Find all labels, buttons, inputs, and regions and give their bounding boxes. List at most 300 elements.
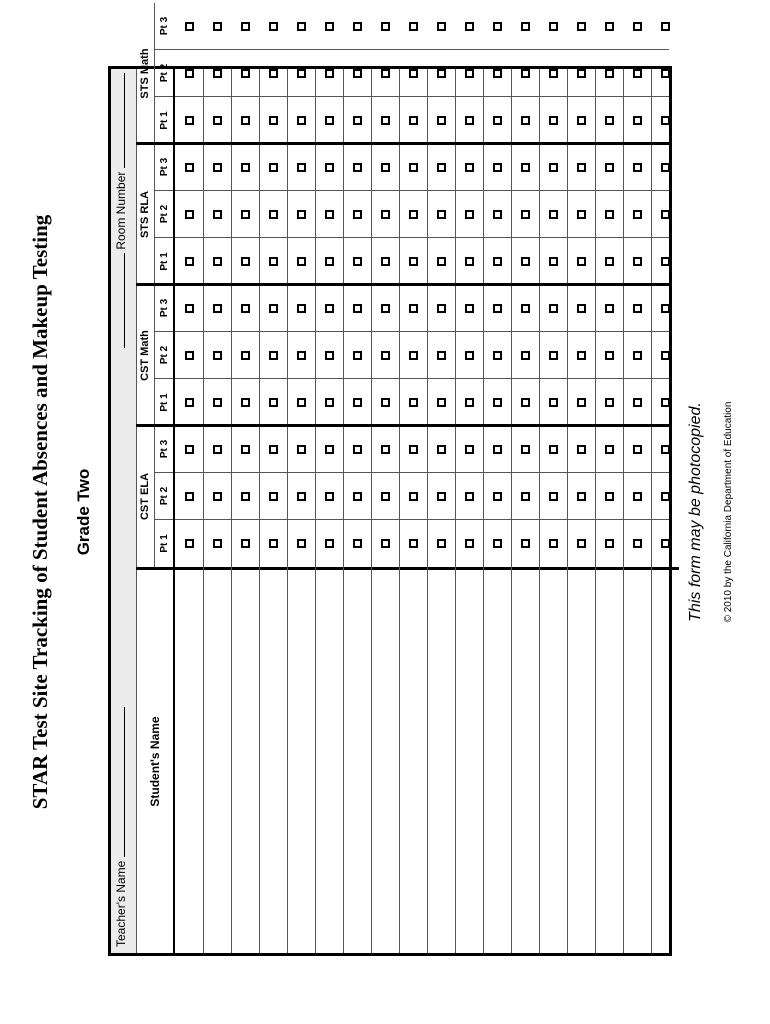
- checkbox[interactable]: [297, 539, 306, 548]
- student-name-cell[interactable]: [456, 567, 483, 953]
- checkbox[interactable]: [269, 257, 278, 266]
- checkbox-cell: [540, 332, 567, 379]
- checkbox[interactable]: [549, 22, 558, 31]
- checkbox[interactable]: [325, 69, 334, 78]
- checkbox-cell: [652, 144, 679, 191]
- student-name-cell[interactable]: [204, 567, 231, 953]
- checkbox-cell: [344, 50, 371, 97]
- checkbox[interactable]: [465, 69, 474, 78]
- checkbox-cell: [484, 285, 511, 332]
- checkbox[interactable]: [661, 445, 670, 454]
- checkbox[interactable]: [381, 539, 390, 548]
- checkbox[interactable]: [521, 445, 530, 454]
- checkbox[interactable]: [381, 210, 390, 219]
- checkbox-cell: [624, 50, 651, 97]
- checkbox[interactable]: [465, 210, 474, 219]
- checkbox[interactable]: [325, 492, 334, 501]
- checkbox[interactable]: [381, 351, 390, 360]
- checkbox[interactable]: [241, 210, 250, 219]
- checkbox[interactable]: [185, 539, 194, 548]
- checkbox-cell: [484, 238, 511, 285]
- checkbox[interactable]: [633, 492, 642, 501]
- checkbox[interactable]: [409, 257, 418, 266]
- checkbox[interactable]: [325, 539, 334, 548]
- checkbox[interactable]: [521, 539, 530, 548]
- checkbox[interactable]: [437, 398, 446, 407]
- checkbox[interactable]: [493, 69, 502, 78]
- checkbox[interactable]: [633, 304, 642, 313]
- checkbox[interactable]: [605, 163, 614, 172]
- checkbox-cell: [512, 332, 539, 379]
- checkbox-cell: [400, 332, 427, 379]
- checkbox[interactable]: [465, 351, 474, 360]
- group-header-1: [136, 285, 173, 426]
- checkbox[interactable]: [521, 304, 530, 313]
- checkbox[interactable]: [437, 304, 446, 313]
- student-name-cell[interactable]: [512, 567, 539, 953]
- checkbox[interactable]: [185, 304, 194, 313]
- checkbox[interactable]: [241, 445, 250, 454]
- checkbox-cell: [232, 144, 259, 191]
- checkbox[interactable]: [577, 257, 586, 266]
- checkbox[interactable]: [381, 445, 390, 454]
- checkbox[interactable]: [465, 445, 474, 454]
- checkbox[interactable]: [605, 539, 614, 548]
- checkbox-cell: [624, 332, 651, 379]
- checkbox[interactable]: [213, 163, 222, 172]
- checkbox[interactable]: [409, 69, 418, 78]
- checkbox[interactable]: [269, 398, 278, 407]
- checkbox[interactable]: [465, 163, 474, 172]
- checkbox-cell: [512, 50, 539, 97]
- student-name-cell[interactable]: [484, 567, 511, 953]
- checkbox[interactable]: [353, 351, 362, 360]
- student-name-cell[interactable]: [652, 567, 679, 953]
- checkbox[interactable]: [213, 210, 222, 219]
- checkbox[interactable]: [325, 304, 334, 313]
- checkbox[interactable]: [493, 163, 502, 172]
- student-name-cell[interactable]: [316, 567, 343, 953]
- checkbox[interactable]: [437, 539, 446, 548]
- checkbox[interactable]: [297, 69, 306, 78]
- checkbox[interactable]: [185, 163, 194, 172]
- checkbox[interactable]: [549, 210, 558, 219]
- checkbox-cell: [260, 473, 287, 520]
- checkbox[interactable]: [213, 116, 222, 125]
- checkbox[interactable]: [381, 257, 390, 266]
- checkbox[interactable]: [549, 351, 558, 360]
- checkbox[interactable]: [661, 69, 670, 78]
- checkbox[interactable]: [381, 398, 390, 407]
- checkbox[interactable]: [269, 445, 278, 454]
- checkbox[interactable]: [549, 539, 558, 548]
- checkbox[interactable]: [185, 492, 194, 501]
- checkbox[interactable]: [633, 69, 642, 78]
- checkbox[interactable]: [353, 69, 362, 78]
- checkbox[interactable]: [549, 163, 558, 172]
- checkbox[interactable]: [549, 116, 558, 125]
- checkbox[interactable]: [297, 116, 306, 125]
- checkbox-cell: [400, 144, 427, 191]
- checkbox[interactable]: [605, 257, 614, 266]
- checkbox[interactable]: [437, 163, 446, 172]
- checkbox-cell: [512, 473, 539, 520]
- checkbox-cell: [596, 97, 623, 144]
- checkbox-cell: [568, 332, 595, 379]
- group-title: CST Math: [139, 330, 151, 381]
- checkbox[interactable]: [661, 492, 670, 501]
- checkbox[interactable]: [213, 398, 222, 407]
- checkbox[interactable]: [297, 210, 306, 219]
- checkbox[interactable]: [409, 398, 418, 407]
- checkbox[interactable]: [241, 116, 250, 125]
- checkbox[interactable]: [353, 22, 362, 31]
- checkbox[interactable]: [353, 445, 362, 454]
- checkbox[interactable]: [521, 398, 530, 407]
- checkbox[interactable]: [577, 116, 586, 125]
- checkbox-cell: [456, 426, 483, 473]
- checkbox[interactable]: [577, 304, 586, 313]
- checkbox[interactable]: [297, 492, 306, 501]
- checkbox-cell: [204, 144, 231, 191]
- checkbox[interactable]: [185, 398, 194, 407]
- checkbox[interactable]: [269, 351, 278, 360]
- checkbox[interactable]: [521, 163, 530, 172]
- student-name-cell[interactable]: [372, 567, 399, 953]
- checkbox[interactable]: [353, 116, 362, 125]
- checkbox-cell: [428, 379, 455, 426]
- checkbox[interactable]: [325, 398, 334, 407]
- checkbox[interactable]: [241, 351, 250, 360]
- checkbox[interactable]: [437, 116, 446, 125]
- checkbox[interactable]: [241, 163, 250, 172]
- checkbox[interactable]: [493, 257, 502, 266]
- checkbox[interactable]: [465, 492, 474, 501]
- checkbox[interactable]: [521, 351, 530, 360]
- checkbox-cell: [484, 426, 511, 473]
- checkbox[interactable]: [549, 257, 558, 266]
- checkbox-cell: [175, 144, 203, 191]
- checkbox[interactable]: [269, 163, 278, 172]
- checkbox-cell: [596, 191, 623, 238]
- checkbox[interactable]: [213, 539, 222, 548]
- checkbox[interactable]: [241, 69, 250, 78]
- checkbox[interactable]: [213, 69, 222, 78]
- checkbox[interactable]: [409, 445, 418, 454]
- checkbox-cell: [540, 379, 567, 426]
- checkbox[interactable]: [661, 257, 670, 266]
- table-row: [371, 69, 399, 953]
- checkbox[interactable]: [409, 492, 418, 501]
- checkbox[interactable]: [633, 539, 642, 548]
- checkbox[interactable]: [297, 398, 306, 407]
- checkbox[interactable]: [185, 351, 194, 360]
- checkbox[interactable]: [577, 539, 586, 548]
- checkbox[interactable]: [661, 351, 670, 360]
- checkbox-cell: [512, 238, 539, 285]
- checkbox[interactable]: [437, 210, 446, 219]
- checkbox[interactable]: [605, 69, 614, 78]
- checkbox[interactable]: [409, 163, 418, 172]
- checkbox[interactable]: [241, 304, 250, 313]
- checkbox-cell: [288, 3, 315, 50]
- student-name-cell[interactable]: [400, 567, 427, 953]
- checkbox[interactable]: [521, 69, 530, 78]
- checkbox[interactable]: [493, 116, 502, 125]
- checkbox[interactable]: [185, 210, 194, 219]
- checkbox[interactable]: [353, 163, 362, 172]
- checkbox[interactable]: [493, 22, 502, 31]
- checkbox[interactable]: [549, 69, 558, 78]
- checkbox[interactable]: [185, 22, 194, 31]
- checkbox-cell: [428, 285, 455, 332]
- checkbox-cell: [372, 473, 399, 520]
- checkbox[interactable]: [269, 539, 278, 548]
- checkbox-cell: [596, 50, 623, 97]
- checkbox[interactable]: [297, 163, 306, 172]
- checkbox[interactable]: [213, 445, 222, 454]
- checkbox[interactable]: [465, 304, 474, 313]
- checkbox[interactable]: [633, 210, 642, 219]
- checkbox[interactable]: [213, 492, 222, 501]
- checkbox[interactable]: [661, 163, 670, 172]
- checkbox[interactable]: [577, 69, 586, 78]
- checkbox-cell: [175, 285, 203, 332]
- checkbox[interactable]: [437, 351, 446, 360]
- checkbox[interactable]: [633, 351, 642, 360]
- checkbox[interactable]: [409, 539, 418, 548]
- checkbox[interactable]: [325, 116, 334, 125]
- checkbox[interactable]: [577, 445, 586, 454]
- checkbox[interactable]: [269, 210, 278, 219]
- checkbox[interactable]: [577, 22, 586, 31]
- checkbox[interactable]: [185, 69, 194, 78]
- checkbox[interactable]: [325, 22, 334, 31]
- checkbox[interactable]: [661, 398, 670, 407]
- part-divider: [173, 331, 669, 332]
- checkbox[interactable]: [353, 398, 362, 407]
- student-name-cell[interactable]: [540, 567, 567, 953]
- checkbox[interactable]: [409, 304, 418, 313]
- checkbox[interactable]: [633, 398, 642, 407]
- checkbox[interactable]: [605, 398, 614, 407]
- checkbox[interactable]: [213, 351, 222, 360]
- checkbox-cell: [400, 285, 427, 332]
- checkbox-cell: [175, 238, 203, 285]
- student-name-cell[interactable]: [232, 567, 259, 953]
- checkbox[interactable]: [661, 304, 670, 313]
- checkbox[interactable]: [577, 163, 586, 172]
- checkbox-cell: [372, 285, 399, 332]
- checkbox[interactable]: [549, 492, 558, 501]
- checkbox-cell: [260, 97, 287, 144]
- checkbox[interactable]: [605, 304, 614, 313]
- checkbox[interactable]: [493, 304, 502, 313]
- checkbox[interactable]: [241, 539, 250, 548]
- checkbox[interactable]: [605, 210, 614, 219]
- checkbox[interactable]: [381, 163, 390, 172]
- grade-subtitle: Grade Two: [74, 468, 93, 556]
- checkbox[interactable]: [381, 69, 390, 78]
- checkbox-cell: [568, 238, 595, 285]
- checkbox[interactable]: [213, 257, 222, 266]
- checkbox[interactable]: [409, 210, 418, 219]
- student-name-cell[interactable]: [596, 567, 623, 953]
- part-label: Pt 3: [154, 144, 173, 191]
- checkbox[interactable]: [493, 210, 502, 219]
- checkbox[interactable]: [325, 445, 334, 454]
- checkbox[interactable]: [269, 69, 278, 78]
- checkbox[interactable]: [493, 398, 502, 407]
- student-name-cell[interactable]: [175, 567, 203, 953]
- checkbox[interactable]: [605, 492, 614, 501]
- checkbox[interactable]: [437, 257, 446, 266]
- table-row: [343, 69, 371, 953]
- checkbox-cell: [204, 426, 231, 473]
- checkbox[interactable]: [661, 539, 670, 548]
- checkbox[interactable]: [661, 116, 670, 125]
- checkbox[interactable]: [465, 398, 474, 407]
- checkbox[interactable]: [297, 445, 306, 454]
- checkbox[interactable]: [437, 22, 446, 31]
- checkbox[interactable]: [353, 257, 362, 266]
- student-name-cell[interactable]: [624, 567, 651, 953]
- checkbox[interactable]: [437, 445, 446, 454]
- checkbox[interactable]: [409, 351, 418, 360]
- checkbox[interactable]: [185, 445, 194, 454]
- checkbox-cell: [596, 520, 623, 567]
- checkbox[interactable]: [325, 210, 334, 219]
- checkbox-cell: [568, 191, 595, 238]
- checkbox[interactable]: [605, 116, 614, 125]
- checkbox[interactable]: [325, 163, 334, 172]
- checkbox[interactable]: [521, 210, 530, 219]
- checkbox[interactable]: [521, 116, 530, 125]
- checkbox[interactable]: [381, 22, 390, 31]
- checkbox[interactable]: [605, 22, 614, 31]
- checkbox[interactable]: [465, 116, 474, 125]
- checkbox[interactable]: [269, 304, 278, 313]
- checkbox[interactable]: [381, 304, 390, 313]
- checkbox[interactable]: [521, 257, 530, 266]
- checkbox[interactable]: [633, 116, 642, 125]
- checkbox[interactable]: [605, 351, 614, 360]
- checkbox[interactable]: [465, 22, 474, 31]
- checkbox[interactable]: [577, 351, 586, 360]
- checkbox-cell: [512, 144, 539, 191]
- checkbox[interactable]: [661, 22, 670, 31]
- checkbox-cell: [540, 520, 567, 567]
- checkbox[interactable]: [381, 116, 390, 125]
- checkbox[interactable]: [633, 163, 642, 172]
- checkbox[interactable]: [633, 445, 642, 454]
- checkbox[interactable]: [241, 398, 250, 407]
- checkbox[interactable]: [325, 351, 334, 360]
- student-name-cell[interactable]: [260, 567, 287, 953]
- checkbox[interactable]: [661, 210, 670, 219]
- checkbox[interactable]: [577, 398, 586, 407]
- checkbox-cell: [344, 520, 371, 567]
- checkbox[interactable]: [493, 351, 502, 360]
- checkbox[interactable]: [493, 539, 502, 548]
- checkbox-cell: [232, 191, 259, 238]
- checkbox-cell: [232, 426, 259, 473]
- table-row: [595, 69, 623, 953]
- checkbox[interactable]: [605, 445, 614, 454]
- checkbox-cell: [288, 520, 315, 567]
- teacher-name-field[interactable]: [113, 707, 128, 947]
- checkbox[interactable]: [213, 22, 222, 31]
- checkbox[interactable]: [269, 492, 278, 501]
- checkbox[interactable]: [297, 257, 306, 266]
- checkbox[interactable]: [269, 116, 278, 125]
- checkbox[interactable]: [297, 351, 306, 360]
- checkbox[interactable]: [381, 492, 390, 501]
- checkbox-cell: [652, 238, 679, 285]
- checkbox[interactable]: [353, 304, 362, 313]
- group-title: STS Math: [139, 48, 151, 99]
- checkbox-cell: [316, 3, 343, 50]
- student-name-cell[interactable]: [288, 567, 315, 953]
- checkbox[interactable]: [269, 22, 278, 31]
- checkbox[interactable]: [185, 116, 194, 125]
- checkbox-cell: [484, 50, 511, 97]
- checkbox[interactable]: [437, 492, 446, 501]
- checkbox[interactable]: [633, 22, 642, 31]
- checkbox[interactable]: [549, 398, 558, 407]
- student-name-cell[interactable]: [568, 567, 595, 953]
- checkbox[interactable]: [241, 22, 250, 31]
- checkbox[interactable]: [437, 69, 446, 78]
- room-number-field[interactable]: [113, 73, 128, 348]
- checkbox[interactable]: [521, 22, 530, 31]
- form-title: STAR Test Site Tracking of Student Absences and Makeup Testing: [28, 214, 52, 810]
- checkbox[interactable]: [297, 304, 306, 313]
- checkbox-cell: [316, 332, 343, 379]
- checkbox[interactable]: [325, 257, 334, 266]
- checkbox[interactable]: [493, 492, 502, 501]
- checkbox[interactable]: [577, 492, 586, 501]
- checkbox-cell: [400, 3, 427, 50]
- checkbox[interactable]: [213, 304, 222, 313]
- checkbox[interactable]: [241, 257, 250, 266]
- student-name-cell[interactable]: [428, 567, 455, 953]
- checkbox-cell: [596, 285, 623, 332]
- checkbox-cell: [652, 3, 679, 50]
- checkbox-cell: [596, 238, 623, 285]
- checkbox[interactable]: [493, 445, 502, 454]
- checkbox[interactable]: [297, 22, 306, 31]
- checkbox-cell: [372, 379, 399, 426]
- checkbox[interactable]: [633, 257, 642, 266]
- checkbox[interactable]: [409, 22, 418, 31]
- checkbox[interactable]: [577, 210, 586, 219]
- checkbox[interactable]: [353, 210, 362, 219]
- checkbox[interactable]: [353, 492, 362, 501]
- checkbox[interactable]: [465, 539, 474, 548]
- checkbox-cell: [484, 191, 511, 238]
- checkbox-cell: [316, 426, 343, 473]
- checkbox[interactable]: [465, 257, 474, 266]
- checkbox[interactable]: [353, 539, 362, 548]
- checkbox[interactable]: [241, 492, 250, 501]
- checkbox[interactable]: [521, 492, 530, 501]
- checkbox[interactable]: [549, 445, 558, 454]
- checkbox[interactable]: [409, 116, 418, 125]
- checkbox[interactable]: [185, 257, 194, 266]
- checkbox[interactable]: [549, 304, 558, 313]
- student-name-cell[interactable]: [344, 567, 371, 953]
